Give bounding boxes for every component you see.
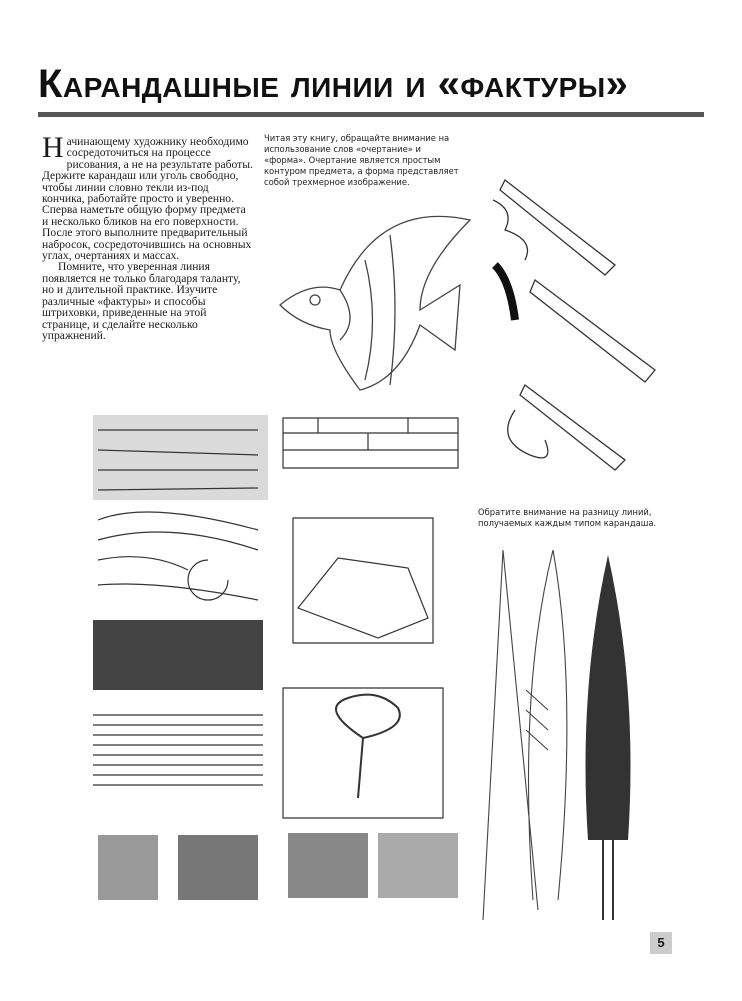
cypress-trees-illustration [478,540,658,930]
hatching-textures-illustration [88,410,278,930]
pencils-illustration [485,170,665,490]
landscape-sketches-illustration [278,408,468,928]
paragraph-1 [42,131,254,263]
pencils-caption: Обратите внимание на разницу линий, получаемых каждым типом карандаша. [478,507,657,528]
fish-sketch-illustration [270,190,480,410]
drop-cap: Н [42,131,64,164]
fish-caption: Читая эту книгу, обращайте внимание на использование слов «очертание» и «форма». Очертание является простым контуром предмета, а форма представляет собой трехмерное изображение. [264,133,459,187]
paragraph-2: Помните, что уверенная линия появляется не только благодаря таланту, но и длительной практике. Изучите различные «фактуры» и способы штриховки, приведенные на этой странице, и сделайте несколько упражнений. [42,260,241,342]
page-number: 5 [650,932,672,954]
page-title: Карандашные линии и «фактуры» [38,62,629,106]
paragraph-1-text: ачинающему художнику необходимо сосредоточиться на процессе рисования, а не на результате работы. Держите карандаш или уголь свободно, чтобы линии словно текли из-под кончика, работайте просто и уверенно. Сперва наметьте общую форму предмета и несколько бликов на его поверхности. После этого выполните предварительный набросок, сосредоточившись на основных углах, очертаниях и массах. [42,135,253,263]
title-rule [38,112,704,117]
body-text [42,131,254,342]
